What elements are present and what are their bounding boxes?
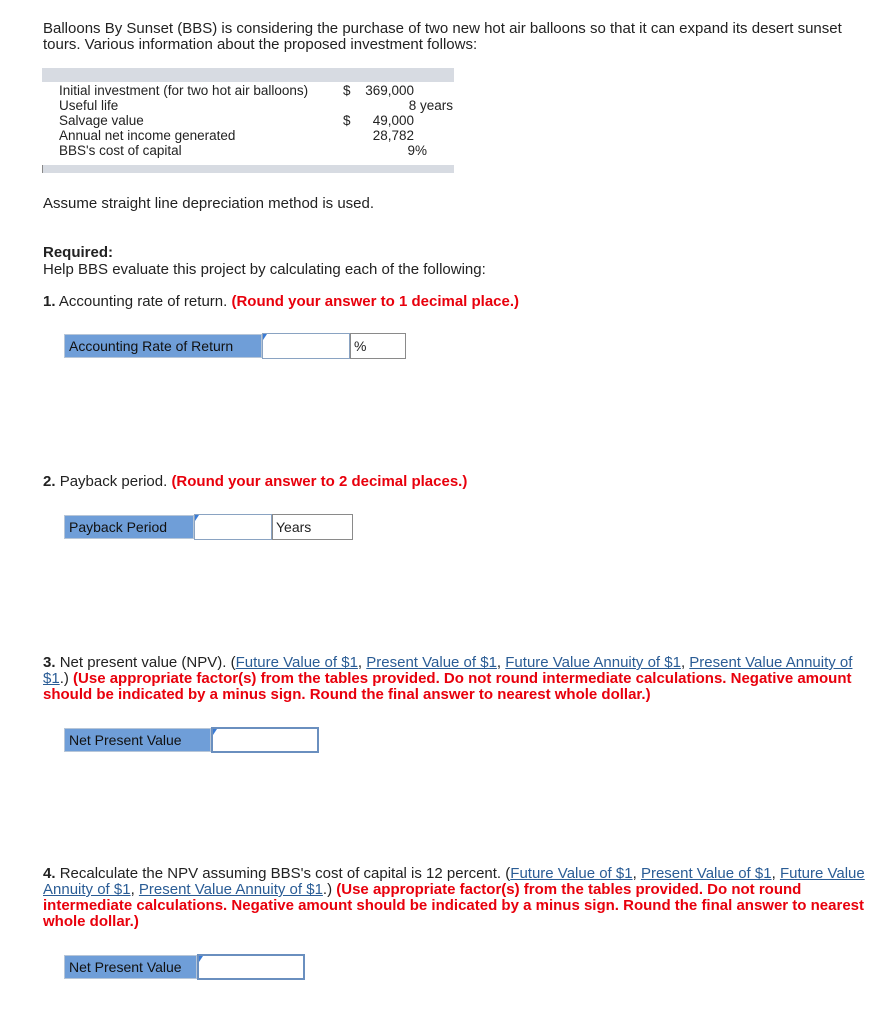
question-3-instruction: (Use appropriate factor(s) from the tables provided. Do not round intermediate calculations. Negative amount should be indicated by a minus sign. Round the final answer to nearest whole dollar.) bbox=[43, 670, 852, 703]
link-future-value[interactable]: Future Value of $1 bbox=[235, 654, 358, 671]
table-row-value: 49,000 bbox=[372, 113, 414, 128]
input-flag-icon bbox=[195, 515, 199, 521]
question-1-text: Accounting rate of return. bbox=[58, 293, 228, 310]
question-2-text: Payback period. bbox=[59, 473, 168, 490]
table-row-label: BBS's cost of capital bbox=[59, 143, 182, 158]
table-row-value: 9% bbox=[407, 143, 427, 158]
question-1-number: 1. bbox=[43, 293, 56, 310]
link-future-value[interactable]: Future Value of $1 bbox=[510, 865, 633, 882]
npv-label: Net Present Value bbox=[64, 728, 211, 752]
question-4-number: 4. bbox=[43, 865, 56, 882]
table-row-value: 8 years bbox=[408, 98, 453, 113]
link-present-value-annuity[interactable]: Present Value Annuity of $1 bbox=[43, 654, 853, 687]
table-row-label: Useful life bbox=[59, 98, 119, 113]
npv12-label: Net Present Value bbox=[64, 955, 197, 979]
link-present-value-annuity[interactable]: Present Value Annuity of $1 bbox=[138, 881, 323, 898]
required-text: Help BBS evaluate this project by calculating each of the following: bbox=[43, 261, 486, 278]
investment-table bbox=[42, 68, 454, 174]
input-flag-icon bbox=[263, 334, 267, 340]
arr-input[interactable] bbox=[262, 333, 350, 359]
link-present-value[interactable]: Present Value of $1 bbox=[640, 865, 772, 882]
question-2-instruction: (Round your answer to 2 decimal places.) bbox=[171, 473, 468, 490]
arr-label: Accounting Rate of Return bbox=[64, 334, 262, 358]
npv12-input[interactable] bbox=[197, 954, 305, 980]
question-3-text: Net present value (NPV). bbox=[59, 654, 227, 671]
question-2-number: 2. bbox=[43, 473, 56, 490]
arr-unit: % bbox=[350, 333, 406, 359]
table-row-value: 369,000 bbox=[365, 83, 414, 98]
npv-input[interactable] bbox=[211, 727, 319, 753]
table-row-label: Initial investment (for two hot air balloons) bbox=[59, 83, 309, 98]
question-1-instruction: (Round your answer to 1 decimal place.) bbox=[231, 293, 520, 310]
link-present-value[interactable]: Present Value of $1 bbox=[366, 654, 497, 671]
table-row-label: Salvage value bbox=[59, 113, 144, 128]
payback-input[interactable] bbox=[194, 514, 272, 540]
question-1 bbox=[43, 294, 875, 310]
table-top-bar bbox=[42, 68, 454, 82]
question-4-text: Recalculate the NPV assuming BBS's cost of capital is 12 percent. bbox=[59, 865, 502, 882]
input-flag-icon bbox=[199, 956, 203, 962]
question-3: 3. Net present value (NPV). (Future Value of $1, Present Value of $1, Future Value Annuity of $1, Present Value Annuity of $1.) (Use appropriate factor(s) from the tables provided. Do not round intermediate calculations. Negative amount should be indicated by a minus sign. Round the final answer to nearest whole dollar.) bbox=[43, 654, 853, 703]
question-3-number: 3. bbox=[43, 654, 56, 671]
required-heading: Required: bbox=[43, 244, 114, 261]
link-future-value-annuity[interactable]: Future Value Annuity of $1 bbox=[505, 654, 681, 671]
assumption-text: Assume straight line depreciation method is used. bbox=[43, 195, 375, 212]
link-future-value-annuity[interactable]: Future Value Annuity of $1 bbox=[43, 865, 865, 898]
table-row-currency: $ bbox=[343, 83, 351, 98]
table-row-value: 28,782 bbox=[372, 128, 414, 143]
problem-intro: Balloons By Sunset (BBS) is considering the purchase of two new hot air balloons so that it can expand its desert sunset tours. Various information about the proposed investment follows: bbox=[43, 20, 842, 53]
payback-label: Payback Period bbox=[64, 515, 194, 539]
payback-unit: Years bbox=[272, 514, 353, 540]
table-bottom-tick bbox=[42, 165, 43, 173]
question-4-instruction: (Use appropriate factor(s) from the tables provided. Do not round intermediate calculations. Negative amount should be indicated by a minus sign. Round the final answer to nearest whole dollar.) bbox=[43, 881, 864, 930]
question-4: 4. Recalculate the NPV assuming BBS's cost of capital is 12 percent. (Future Value of $1, Present Value of $1, Future Value Annuity of $1, Present Value Annuity of $1.) (Use appropriate factor(s) from the tables provided. Do not round intermediate calculations. Negative amount should be indicated by a minus sign. Round the final answer to nearest whole dollar.) bbox=[43, 865, 865, 930]
question-2 bbox=[43, 474, 875, 490]
table-row-currency: $ bbox=[343, 113, 351, 128]
table-row-label: Annual net income generated bbox=[59, 128, 236, 143]
input-flag-icon bbox=[213, 729, 217, 735]
table-bottom-bar bbox=[42, 165, 454, 173]
